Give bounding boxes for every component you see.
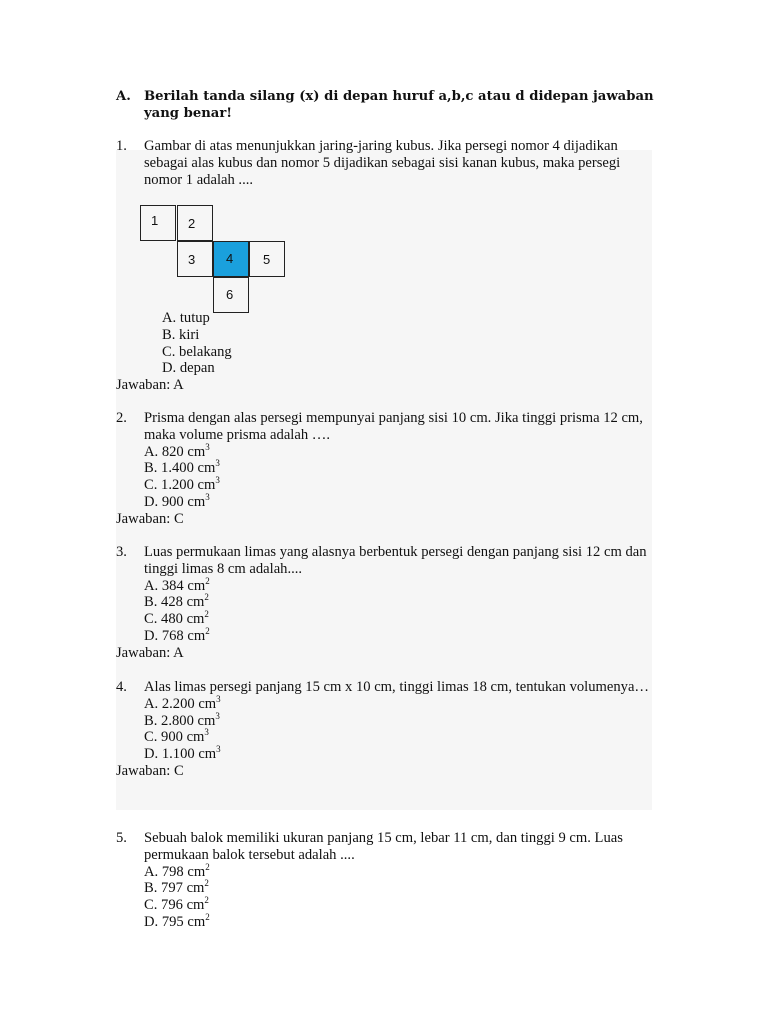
text-label: B. 1.400 cm <box>144 460 216 477</box>
cube-net-diagram <box>140 205 290 311</box>
option-b <box>144 460 656 477</box>
option-d <box>144 746 656 763</box>
unit-exponent: 2 <box>204 592 209 603</box>
unit-exponent: 3 <box>215 475 220 486</box>
text-label: 6 <box>226 287 234 302</box>
text-label: D. 768 cm <box>144 627 206 644</box>
question-1-options <box>116 310 656 394</box>
text-label: C. 480 cm <box>144 611 205 628</box>
text-label: A. 820 cm <box>144 443 206 460</box>
section-letter: A. <box>116 89 131 104</box>
option-a: A. tutup <box>162 310 210 326</box>
option-a <box>144 575 656 595</box>
option-b <box>144 880 656 897</box>
unit-exponent: 2 <box>204 895 209 906</box>
unit-exponent: 2 <box>205 911 210 922</box>
net-square-3 <box>177 241 213 277</box>
question-1 <box>116 138 656 188</box>
question-number: 2. <box>116 410 127 426</box>
option-d <box>144 491 656 511</box>
net-square-2 <box>177 205 213 241</box>
option-c: C. belakang <box>162 343 232 360</box>
text-label: C. 796 cm <box>144 897 205 914</box>
option-a <box>144 693 656 713</box>
unit-exponent: 2 <box>204 878 209 889</box>
option-c <box>144 611 656 628</box>
text-label: 5 <box>263 252 271 267</box>
question-stem: Gambar di atas menunjukkan jaring-jaring kubus. Jika persegi nomor 4 dijadikan sebagai alas kubus dan nomor 5 dijadikan sebagai sisi kanan kubus, maka persegi nomor 1 adalah .... <box>144 138 621 188</box>
question-3 <box>116 544 656 662</box>
option-a <box>144 861 656 881</box>
unit-exponent: 3 <box>205 491 210 502</box>
answer-text: Jawaban: A <box>116 644 184 661</box>
text-label: B. 797 cm <box>144 880 205 897</box>
unit-exponent: 3 <box>215 458 220 469</box>
question-4 <box>116 679 656 780</box>
question-stem: Sebuah balok memiliki ukuran panjang 15 cm, lebar 11 cm, dan tinggi 9 cm. Luas permukaan balok tersebut adalah .... <box>144 830 623 863</box>
text-label: 3 <box>188 252 196 267</box>
text-label: C. 900 cm <box>144 729 205 746</box>
instruction-text: Berilah tanda silang (x) di depan huruf a,b,c atau d didepan jawaban yang benar! <box>144 89 654 121</box>
text-label: 4 <box>226 251 234 266</box>
option-c <box>144 477 656 494</box>
answer-text: Jawaban: C <box>116 762 184 779</box>
question-number: 1. <box>116 138 127 154</box>
question-stem: Alas limas persegi panjang 15 cm x 10 cm, tinggi limas 18 cm, tentukan volumenya… <box>144 679 650 695</box>
option-b <box>144 710 656 730</box>
text-label: D. 795 cm <box>144 913 206 930</box>
answer-text: Jawaban: C <box>116 510 184 527</box>
instruction-heading <box>116 88 656 122</box>
text-label: 2 <box>188 216 196 231</box>
question-stem: Luas permukaan limas yang alasnya berbentuk persegi dengan panjang sisi 12 cm dan tinggi limas 8 cm adalah.... <box>144 544 647 577</box>
text-label: C. 1.200 cm <box>144 477 216 494</box>
text-label: 1 <box>151 213 159 228</box>
question-5 <box>116 830 656 931</box>
net-square-1 <box>140 205 176 241</box>
answer-text: Jawaban: A <box>116 377 184 394</box>
question-number: 4. <box>116 679 127 695</box>
option-c <box>144 897 656 914</box>
net-square-6 <box>213 277 249 313</box>
unit-exponent: 2 <box>205 625 210 636</box>
text-label: A. 384 cm <box>144 577 206 594</box>
net-square-4 <box>213 241 249 277</box>
unit-exponent: 3 <box>204 727 209 738</box>
option-b: B. kiri <box>162 326 200 343</box>
unit-exponent: 3 <box>216 693 221 704</box>
question-stem: Prisma dengan alas persegi mempunyai panjang sisi 10 cm. Jika tinggi prisma 12 cm, maka volume prisma adalah …. <box>144 410 643 443</box>
option-b <box>144 594 656 611</box>
text-label: A. 798 cm <box>144 863 206 880</box>
unit-exponent: 3 <box>205 441 210 452</box>
option-d <box>144 911 656 931</box>
unit-exponent: 2 <box>204 609 209 620</box>
text-label: A. 2.200 cm <box>144 695 217 712</box>
question-2 <box>116 410 656 528</box>
option-a <box>144 441 656 461</box>
net-square-5 <box>249 241 285 277</box>
question-number: 5. <box>116 830 127 846</box>
question-number: 3. <box>116 544 127 560</box>
text-label: B. 2.800 cm <box>144 712 216 729</box>
text-label: D. 1.100 cm <box>144 746 217 763</box>
option-d <box>144 625 656 645</box>
text-label: D. 900 cm <box>144 493 206 510</box>
unit-exponent: 2 <box>205 575 210 586</box>
option-d: D. depan <box>162 360 215 377</box>
unit-exponent: 2 <box>205 861 210 872</box>
unit-exponent: 3 <box>215 710 220 721</box>
text-label: B. 428 cm <box>144 594 205 611</box>
unit-exponent: 3 <box>216 744 221 755</box>
